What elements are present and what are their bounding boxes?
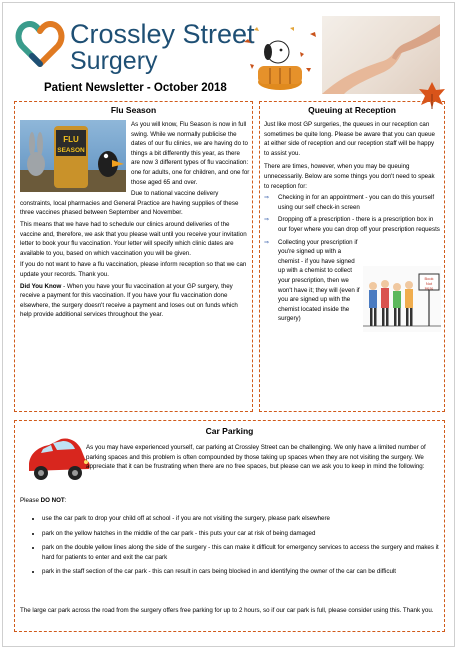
- pumpkin-dog-illustration: [240, 22, 320, 92]
- flu-season-title: Flu Season: [110, 105, 157, 115]
- list-item: • use the car park to drop your child off at school - if you are not visiting the surgery, please park elsewhere: [42, 514, 452, 524]
- queuing-text: [264, 120, 441, 332]
- flu-did-you-know: [20, 282, 250, 320]
- queue-cartoon-image: [363, 266, 441, 332]
- car-parking-intro: As you may have experienced yourself, car parking at Crossley Street can be challenging. We only have a limited number of parking spaces and this problem is often compounded by those taking up spaces when they are not visiting the surgery. We appreciate that it can be frustrating when there are no free spaces, but please can we ask you to keep in mind the following:: [86, 444, 426, 471]
- car-parking-please-line: Please DO NOT:: [20, 497, 67, 504]
- queue-paragraph-1: Just like most GP surgeries, the queues in our reception can sometimes be quite long. Please be aware that you can queue at either side of reception and our reception staff will be happy to assist you.: [264, 121, 435, 157]
- logo-heart-icon: [14, 18, 66, 70]
- image-spacer: [20, 120, 131, 192]
- flu-season-section: [14, 101, 253, 412]
- arrow-bullet-icon: ⇒: [264, 238, 270, 246]
- svg-text:SEASON: SEASON: [57, 147, 85, 154]
- did-you-know-text: - When you have your flu vaccination at your GP surgery, they receive a payment for this vaccination. If you have your flu vaccination done elsewhere, the surgery doesn't receive a payment and loses out on funds which help provide additional services throughout the year.: [20, 282, 238, 319]
- list-item: ⇒ Book Not Here Collecting your prescription if you're signed up with a chemist - if you have signed up with a chemist to collect your prescription, then we won't have it; they will (even if you are signed up with the chemist located inside the surgery): [264, 238, 441, 324]
- arrow-bullet-icon: ⇒: [264, 194, 270, 202]
- car-parking-list: [20, 514, 452, 582]
- svg-text:Here: Here: [424, 285, 434, 291]
- svg-text:Book: Book: [424, 275, 434, 281]
- flu-season-text: [20, 120, 250, 322]
- svg-text:FLU: FLU: [63, 135, 79, 144]
- arrow-bullet-icon: ⇒: [264, 216, 270, 224]
- list-item: • park in the staff section of the car park - this can result in cars being blocked in and identifying the owner of the car can be difficult: [42, 567, 452, 577]
- do-not-label: DO NOT: [40, 497, 65, 504]
- did-you-know-label: Did You Know: [20, 282, 62, 290]
- queue-paragraph-2: There are times, however, when you may be queuing unnecessarily. Below are some things you don't need to speak to reception for:: [264, 163, 435, 190]
- queuing-title: Queuing at Reception: [308, 105, 396, 115]
- flu-paragraph-3: This means that we have had to schedule our clinics around deliveries of the vaccine and, therefore, we ask that you please wait until you receive your invitation letter to book your flu vaccination. Your letter will specify which clinic dates are available to you, based on which vaccination you will be given.: [20, 220, 247, 257]
- surgery-name-line1: Crossley Street: [70, 19, 255, 49]
- car-parking-title: Car Parking: [205, 426, 254, 436]
- list-item: ⇒ Dropping off a prescription - there is a prescription box in our foyer where you can drop off your prescription requests: [264, 216, 440, 233]
- svg-text:Not: Not: [425, 280, 433, 286]
- car-parking-section: [14, 420, 445, 632]
- flu-paragraph-2: Due to national vaccine delivery constraints, local pharmacies and General Practice are having supplies of these three vaccines phased between September and November.: [20, 190, 239, 217]
- queue-list: [264, 193, 441, 324]
- list-item: ⇒ Checking in for an appointment - you can do this yourself using our self check-in screen: [264, 194, 435, 211]
- list-item: • park on the yellow hatches in the middle of the car park - this puts your car at risk of being damaged: [42, 529, 452, 539]
- car-cartoon-icon: [23, 435, 93, 483]
- surgery-name-line2: Surgery: [70, 47, 158, 75]
- car-parking-closing: The large car park across the road from the surgery offers free parking for up to 2 hours, so if our car park is full, please consider using this. Thank you.: [20, 607, 434, 614]
- flu-intro: As you will know, Flu Season is now in full swing. While we normally publicise the dates of our flu clinics, we are having do to things a bit differently this year, as there are now 3 different types of flu vaccination: one for adults, one for children, and one for those aged 65 and over.: [131, 121, 250, 186]
- flu-paragraph-4: If you do not want to have a flu vaccination, please inform reception so that we can update your records. Thank you.: [20, 261, 247, 278]
- queuing-section: [259, 101, 445, 412]
- newsletter-title: Patient Newsletter - October 2018: [44, 82, 227, 94]
- list-item: • park on the double yellow lines along the side of the surgery - this can make it difficult for emergency services to access the surgery and makes it hard for patients to enter and exit the car park: [42, 543, 452, 562]
